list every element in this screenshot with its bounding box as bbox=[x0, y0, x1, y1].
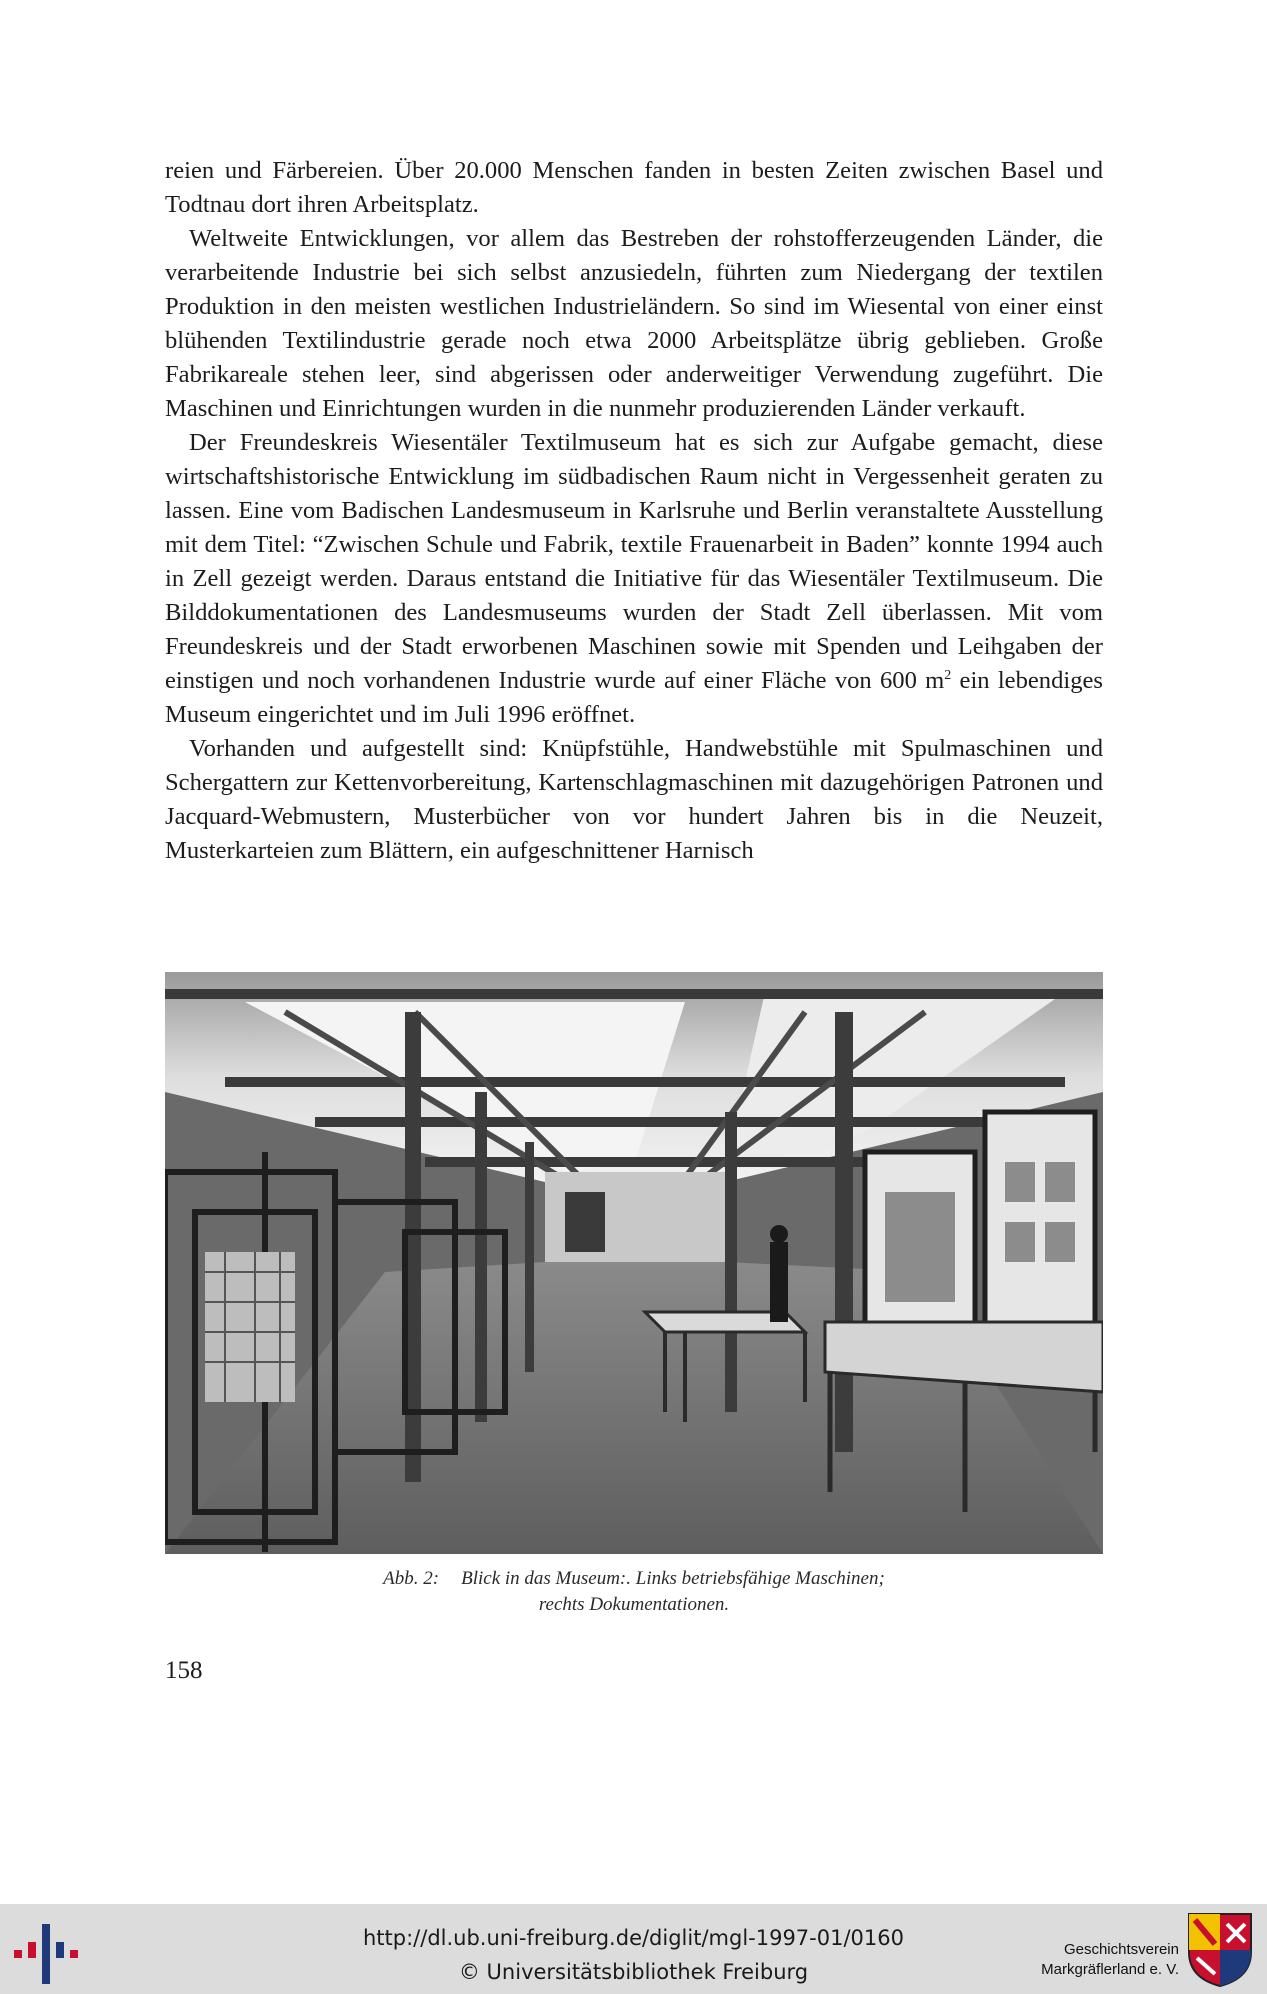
figure-label: Abb. 2: bbox=[383, 1568, 440, 1589]
permalink-url[interactable]: http://dl.ub.uni-freiburg.de/diglit/mgl-1997-01/0160 bbox=[362, 1926, 904, 1950]
paragraph-4: Vorhanden und aufgestellt sind: Knüpfstühle, Handwebstühle mit Spulmaschinen und Schergattern zur Kettenvorbereitung, Kartenschlagmaschinen mit dazugehörigen Patronen und Jacquard-Webmustern, Musterbücher von vor hundert Jahren bis in die Neuzeit, Musterkarteien zum Blättern, ein aufgeschnittener Harnisch bbox=[165, 735, 1103, 864]
caption-text-1: Blick in das Museum:. Links betriebsfähige Maschinen; bbox=[461, 1568, 885, 1589]
society-name-line-1: Geschichtsverein bbox=[1063, 1941, 1179, 1958]
copyright-notice: © Universitätsbibliothek Freiburg bbox=[458, 1960, 809, 1984]
paragraph-2: Weltweite Entwicklungen, vor allem das Bestreben der rohstofferzeugenden Länder, die verarbeitende Industrie bei sich selbst anzusiedeln, führten zum Niedergang der textilen Produktion in den meisten westlichen Industrieländern. So sind im Wiesental von einer einst blühenden Textilindustrie gerade noch etwa 2000 Arbeitsplätze übrig geblieben. Große Fabrikareale stehen leer, sind abgerissen oder anderweitiger Verwendung zugeführt. Die Maschinen und Einrichtungen wurden in die nunmehr produzierenden Länder verkauft. bbox=[165, 225, 1103, 422]
coat-of-arms-icon bbox=[1187, 1912, 1253, 1988]
museum-interior-image bbox=[165, 972, 1103, 1554]
superscript-2: 2 bbox=[944, 667, 952, 683]
paragraph-3-text-end: ein lebendiges Museum eingerichtet und im Juli 1996 eröffnet. bbox=[165, 667, 1104, 728]
body-text bbox=[165, 154, 1103, 868]
page-number: 158 bbox=[165, 1657, 203, 1684]
figure-caption bbox=[165, 1566, 1103, 1618]
museum-photo bbox=[165, 972, 1103, 1554]
paragraph-1: reien und Färbereien. Über 20.000 Menschen fanden in besten Zeiten zwischen Basel und Todtnau dort ihren Arbeitsplatz. bbox=[165, 157, 1103, 218]
society-name-line-2: Markgräflerland e. V. bbox=[1041, 1961, 1179, 1978]
paragraph-3 bbox=[165, 426, 1103, 732]
paragraph-3-text: Der Freundeskreis Wiesentäler Textilmuseum hat es sich zur Aufgabe gemacht, diese wirtschaftshistorische Entwicklung im südbadischen Raum nicht in Vergessenheit geraten zu lassen. Eine vom Badischen Landesmuseum in Karlsruhe und Berlin veranstaltete Ausstellung mit dem Titel: “Zwischen Schule und Fabrik, textile Frauenarbeit in Baden” konnte 1994 auch in Zell gezeigt werden. Daraus entstand die Initiative für das Wiesentäler Textilmuseum. Die Bilddokumentationen des Landesmuseums wurden der Stadt Zell überlassen. Mit vom Freundeskreis und der Stadt erworbenen Maschinen sowie mit Spenden und Leihgaben der einstigen und noch vorhandenen Industrie wurde auf einer Fläche von 600 m bbox=[165, 429, 1103, 694]
caption-line-2: rechts Dokumentationen. bbox=[538, 1594, 730, 1615]
caption-line-1 bbox=[165, 1566, 1103, 1592]
society-name bbox=[1041, 1940, 1179, 1980]
footer-bar bbox=[0, 1904, 1267, 1994]
